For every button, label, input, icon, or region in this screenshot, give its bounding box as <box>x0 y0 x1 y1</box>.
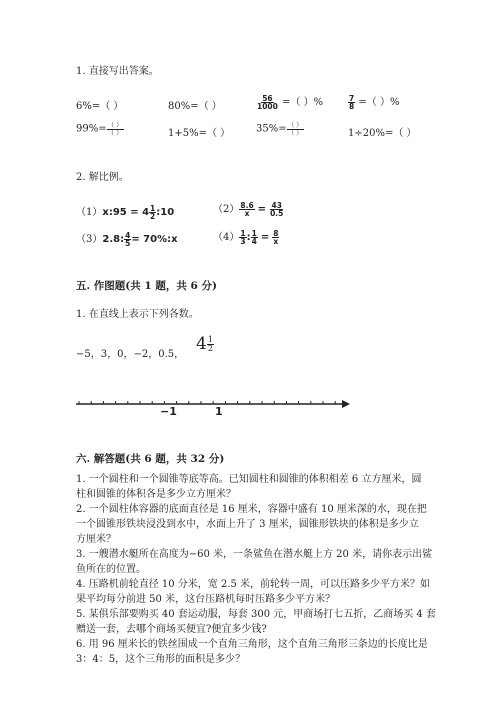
item-label: （3） <box>76 234 103 245</box>
fraction-denominator: （ ） <box>107 128 123 137</box>
fraction-denominator: （ ） <box>287 128 303 137</box>
tick-label-neg1: −1 <box>160 405 177 418</box>
expression: = 70%:x <box>131 234 178 245</box>
problem-list <box>76 472 436 667</box>
q-1-plus-5-percent: 1+5%=（ ） <box>168 128 231 139</box>
expression: :10 <box>156 207 175 218</box>
problem-line: 方厘米？ <box>76 534 116 545</box>
equals-sign: = <box>260 232 270 243</box>
problem-line: 2. 一个圆柱体容器的底面直径是 16 厘米，容器中盛有 10 厘米深的水，现在把 <box>76 504 427 515</box>
section2-title: 2. 解比例。 <box>76 172 129 183</box>
expression: 35%= <box>256 123 287 135</box>
problem-line: 鱼所在的位置。 <box>76 564 146 575</box>
fraction-denominator: 1000 <box>257 102 278 111</box>
fraction-denominator: 5 <box>125 239 131 248</box>
tick-label-1: 1 <box>215 405 223 418</box>
problem-line: 一个圆锥形铁块浸没到水中，水面上升了 3 厘米，圆锥形铁块的体积是多少立 <box>76 519 419 530</box>
answer-blank: =（ ）% <box>282 97 324 108</box>
numbers-list: −5，3，0，−2，0.5， <box>76 349 185 360</box>
q-6-percent: 6%=（ ） <box>76 101 124 112</box>
mixed-number <box>196 336 214 353</box>
q-35-percent <box>256 122 304 136</box>
fraction-numerator: 8.6 <box>240 200 254 210</box>
q-99-percent <box>76 122 124 136</box>
problem-line: 果平均每分前进 50 米，这台压路机每时压路多少平方米？ <box>76 594 336 605</box>
problem-line: 4. 压路机前轮直径 10 分米，宽 2.5 米，前轮转一周，可以压路多少平方米？如 <box>76 579 431 590</box>
fraction-numerator: （ ） <box>287 121 303 129</box>
fraction-numerator: 43 <box>271 200 282 210</box>
equals-sign: = <box>257 204 267 215</box>
answer-blank: =（ ）% <box>358 97 400 108</box>
fraction-numerator: 7 <box>349 93 355 103</box>
fraction-numerator: 4 <box>125 230 131 240</box>
fraction-denominator: 8 <box>349 102 355 111</box>
problem-line: 赠送一套，去哪个商场买便宜?便宜多少钱? <box>76 624 267 635</box>
fraction-denominator: x <box>273 237 279 246</box>
fraction-numerator: 1 <box>207 335 213 344</box>
q-1-div-20-percent: 1÷20%=（ ） <box>348 128 417 139</box>
fraction-numerator: 8 <box>273 228 279 238</box>
fraction-denominator: 3 <box>240 237 246 246</box>
q-80-percent: 80%=（ ） <box>168 101 222 112</box>
problem-line: 1. 一个圆柱和一个圆锥等底等高。已知圆柱和圆锥的体积相差 6 立方厘米，圆 <box>76 474 422 485</box>
problem-line: 3：4：5，这个三角形的面积是多少？ <box>76 654 246 665</box>
expression: 2.8: <box>102 234 125 245</box>
fraction-numerator: （ ） <box>107 121 123 129</box>
problem-line: 柱和圆锥的体积各是多少立方厘米？ <box>76 489 236 500</box>
fraction-denominator: 2 <box>207 344 213 353</box>
item-label: （4） <box>213 232 240 243</box>
fraction-numerator: 56 <box>262 93 273 103</box>
problem-line: 3. 一艘潜水艇所在高度为−60 米，一条鲨鱼在潜水艇上方 20 米，请你表示出鲨 <box>76 549 433 560</box>
mixed-whole: 4 <box>196 334 207 354</box>
fraction-denominator: 0.5 <box>270 209 284 218</box>
q-56-over-1000 <box>256 93 323 111</box>
item-label: （1） <box>76 207 103 218</box>
arrow-right-icon <box>342 400 350 408</box>
q-7-over-8 <box>348 93 399 111</box>
fraction-denominator: 2 <box>150 212 156 221</box>
expression: x:95 = 4 <box>102 207 150 218</box>
colon-sign: : <box>246 232 251 243</box>
fraction-numerator: 1 <box>150 203 156 213</box>
section6-heading: 六. 解答题(共 6 题，共 32 分) <box>76 453 225 465</box>
problem-line: 5. 某俱乐部要购买 40 套运动服，每套 300 元，甲商场打七五折，乙商场买 4 套 <box>76 609 436 620</box>
fraction-denominator: x <box>244 209 250 218</box>
fraction-numerator: 1 <box>251 228 257 238</box>
fraction-denominator: 4 <box>251 237 257 246</box>
proportion-4 <box>213 228 279 246</box>
section1-title: 1. 直接写出答案。 <box>76 66 159 77</box>
section5-heading: 五. 作图题(共 1 题，共 6 分) <box>76 280 217 292</box>
proportion-2 <box>213 200 284 218</box>
expression: 99%= <box>76 123 107 135</box>
problem-line: 6. 用 96 厘米长的铁丝围成一个直角三角形，这个直角三角形三条边的长度比是 <box>76 639 428 650</box>
fraction-numerator: 1 <box>240 228 246 238</box>
proportion-3 <box>76 230 178 248</box>
section5-question: 1. 在直线上表示下列各数。 <box>76 309 199 320</box>
item-label: （2） <box>213 204 240 215</box>
proportion-1 <box>76 203 174 221</box>
